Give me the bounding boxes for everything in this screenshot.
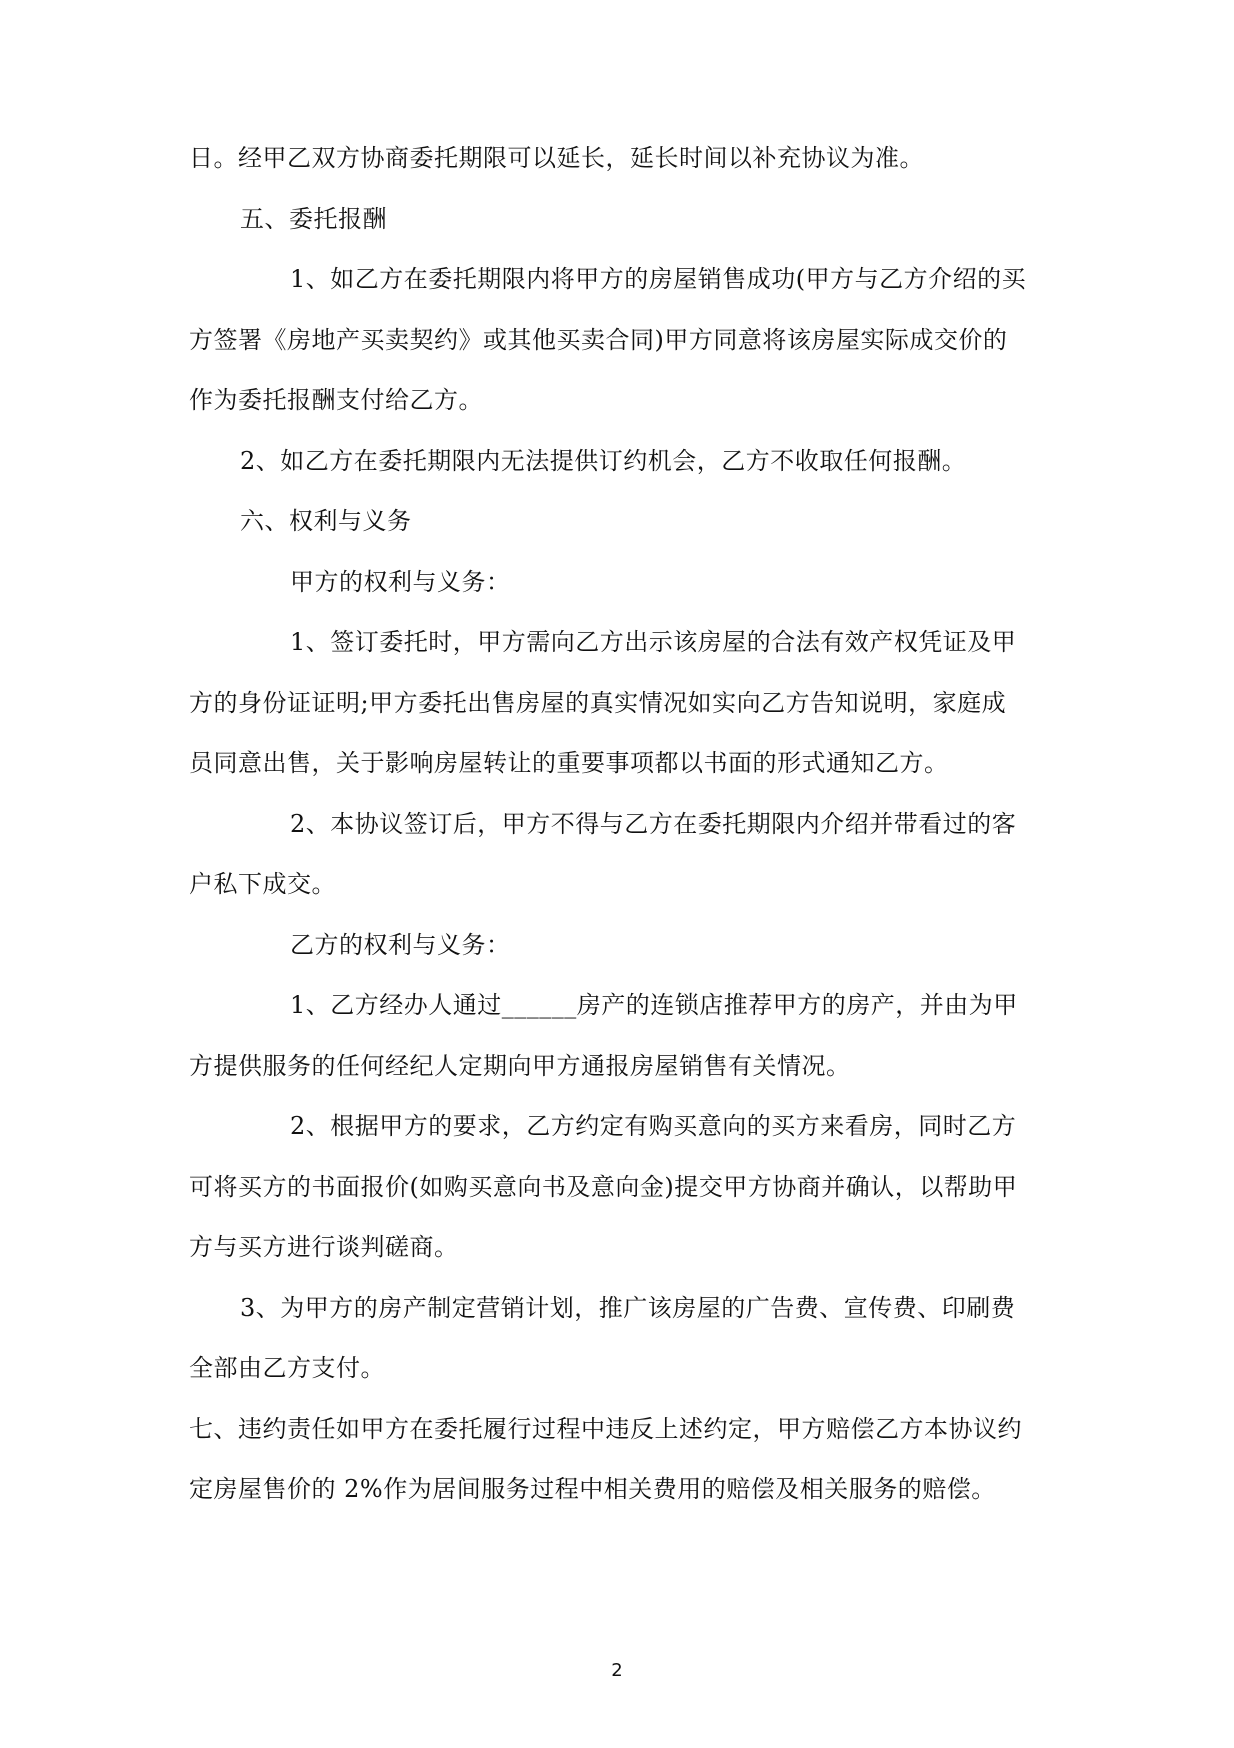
section-heading: 七、违约责任如甲方在委托履行过程中违反上述约定，甲方赔偿乙方本协议约 <box>189 1415 1022 1443</box>
text-line: 可将买方的书面报价(如购买意向书及意向金)提交甲方协商并确认，以帮助甲 <box>189 1173 1018 1201</box>
text-line: 作为委托报酬支付给乙方。 <box>189 386 483 414</box>
text-line: 户私下成交。 <box>189 870 336 898</box>
text-line: 方与买方进行谈判磋商。 <box>189 1233 459 1261</box>
page-number: 2 <box>611 1660 623 1681</box>
text-line: 1、如乙方在委托期限内将甲方的房屋销售成功(甲方与乙方介绍的买 <box>290 265 1027 293</box>
text-line: 2、如乙方在委托期限内无法提供订约机会，乙方不收取任何报酬。 <box>240 447 967 475</box>
text-line: 1、签订委托时，甲方需向乙方出示该房屋的合法有效产权凭证及甲 <box>290 628 1017 656</box>
text-line: 3、为甲方的房产制定营销计划，推广该房屋的广告费、宣传费、印刷费 <box>240 1294 1016 1322</box>
section-heading: 五、委托报酬 <box>240 205 387 233</box>
text-line: 2、根据甲方的要求，乙方约定有购买意向的买方来看房，同时乙方 <box>290 1112 1017 1140</box>
text-line: 2、本协议签订后，甲方不得与乙方在委托期限内介绍并带看过的客 <box>290 810 1017 838</box>
text-line: 定房屋售价的 2%作为居间服务过程中相关费用的赔偿及相关服务的赔偿。 <box>189 1475 996 1503</box>
text-line: 方签署《房地产买卖契约》或其他买卖合同)甲方同意将该房屋实际成交价的 <box>189 326 1008 354</box>
section-heading: 六、权利与义务 <box>240 507 412 535</box>
text-line: 方提供服务的任何经纪人定期向甲方通报房屋销售有关情况。 <box>189 1052 851 1080</box>
text-line: 1、乙方经办人通过______房产的连锁店推荐甲方的房产，并由为甲 <box>290 991 1018 1019</box>
text-line: 方的身份证证明;甲方委托出售房屋的真实情况如实向乙方告知说明，家庭成 <box>189 689 1007 717</box>
text-line: 员同意出售，关于影响房屋转让的重要事项都以书面的形式通知乙方。 <box>189 749 949 777</box>
text-line: 全部由乙方支付。 <box>189 1354 385 1382</box>
text-line: 日。经甲乙双方协商委托期限可以延长，延长时间以补充协议为准。 <box>189 144 924 172</box>
subheading: 甲方的权利与义务： <box>290 568 511 596</box>
subheading: 乙方的权利与义务： <box>290 931 511 959</box>
